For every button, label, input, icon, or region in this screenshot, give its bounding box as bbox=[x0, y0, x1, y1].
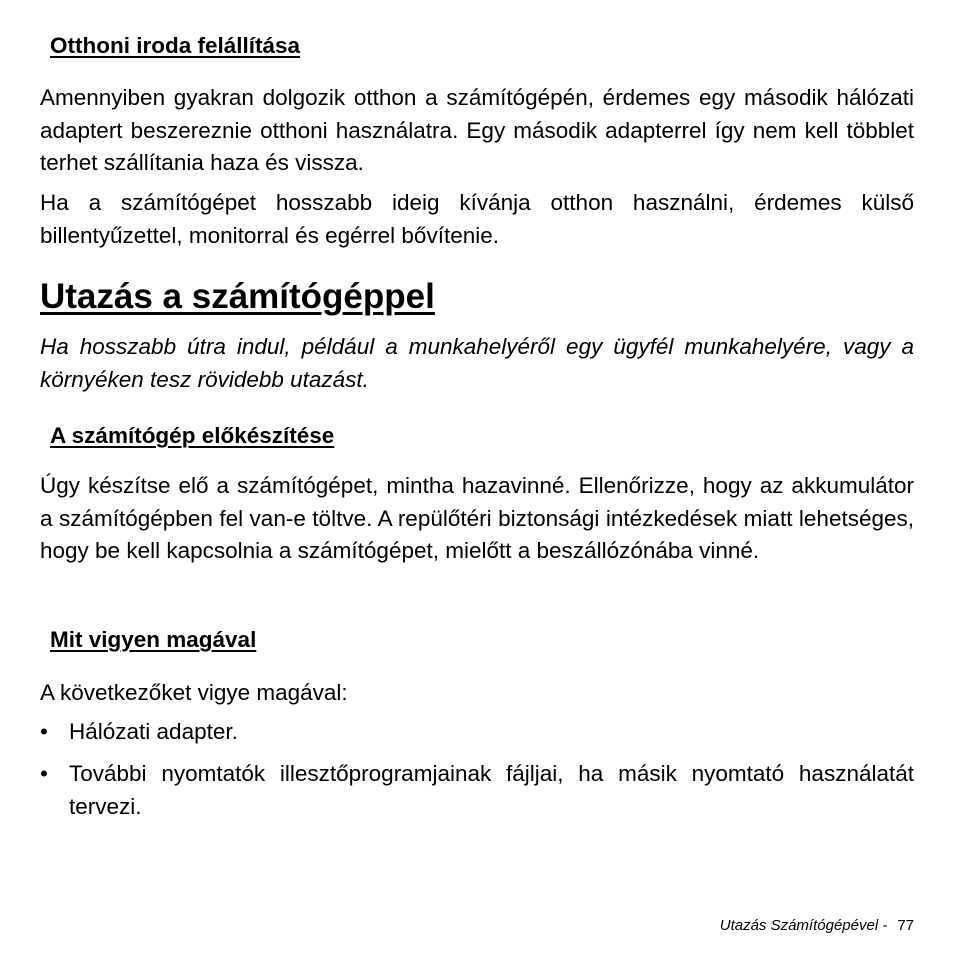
heading-home-office: Otthoni iroda felállítása bbox=[50, 33, 301, 58]
footer-label: Utazás Számítógépével - bbox=[719, 917, 888, 934]
page-title-travel: Utazás a számítógéppel bbox=[40, 277, 435, 316]
page-footer bbox=[720, 917, 914, 934]
heading-prepare-computer: A számítógép előkészítése bbox=[50, 423, 335, 448]
paragraph-prepare-computer: Úgy készítse elő a számítógépet, mintha hazavinné. Ellenőrizze, hogy az akkumulátor a számítógépben fel van-e töltve. A repülőtéri biztonsági intézkedések miatt lehetséges, hogy be kell kapcsolnia a számítógépet, mielőtt a beszállózónába vinné. bbox=[40, 473, 914, 563]
list-item bbox=[40, 758, 914, 823]
bullet-icon: • bbox=[40, 719, 48, 744]
list-item bbox=[40, 716, 914, 749]
paragraph-what-to-bring-intro: A következőket vigye magával: bbox=[40, 680, 348, 705]
heading-what-to-bring: Mit vigyen magával bbox=[50, 627, 257, 652]
page-number: 77 bbox=[897, 917, 914, 934]
list-item-text: További nyomtatók illesztőprogramjainak fájljai, ha másik nyomtató használatát tervezi. bbox=[69, 761, 914, 819]
bullet-icon: • bbox=[40, 761, 48, 786]
paragraph-home-office-1: Amennyiben gyakran dolgozik otthon a számítógépén, érdemes egy második hálózati adaptert beszereznie otthoni használatra. Egy második adapterrel így nem kell többlet terhet szállítania haza és vissza. bbox=[40, 85, 914, 175]
list-item-text: Hálózati adapter. bbox=[69, 719, 238, 744]
paragraph-home-office-2: Ha a számítógépet hosszabb ideig kívánja otthon használni, érdemes külső billentyűzettel, monitorral és egérrel bővítenie. bbox=[40, 190, 914, 248]
paragraph-travel-intro: Ha hosszabb útra indul, például a munkahelyéről egy ügyfél munkahelyére, vagy a környéken tesz rövidebb utazást. bbox=[40, 334, 914, 392]
